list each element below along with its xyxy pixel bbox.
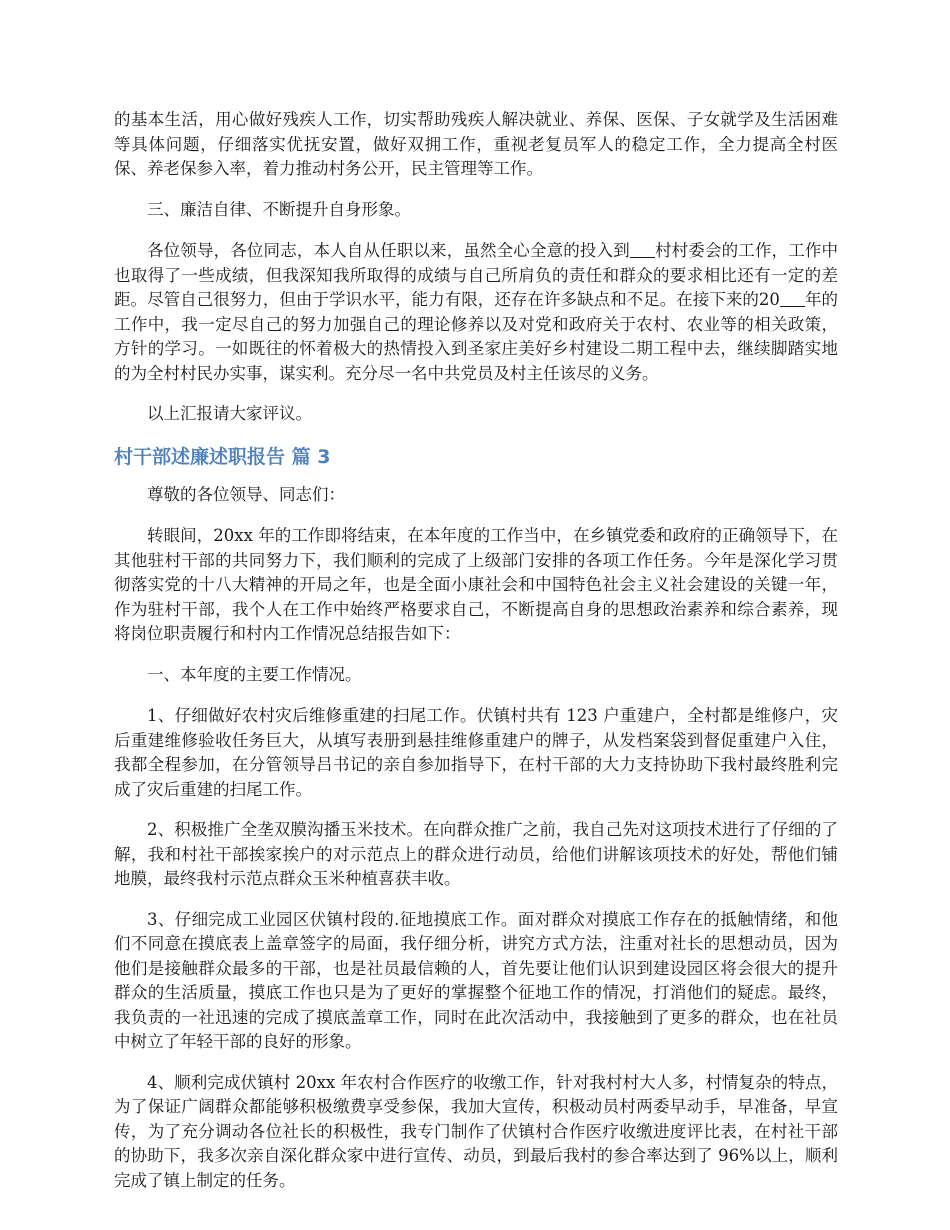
section-three-title: 三、廉洁自律、不断提升自身形象。	[147, 199, 411, 219]
work-item-3: 3、仔细完成工业园区伏镇村段的.征地摸底工作。面对群众对摸底工作存在的抵触情绪，和他们不同意在摸底表上盖章签字的局面，我仔细分析，讲究方式方法，注重对社长的思想动员，因为他们是接触群众最多的干部，也是社员最信赖的人，首先要让他们认识到建设园区将会很大的提升群众的生活质量，摸底工作也只是为了更好的掌握整个征地工作的情况，打消他们的疑虑。最终，我负责的一社迅速的完成了摸底盖章工作，同时在此次活动中，我接触到了更多的群众，也在社员中树立了年轻干部的良好的形象。	[114, 909, 838, 1051]
document-page	[114, 108, 838, 1209]
text-segment: 年的工作中，我一定尽自己的努力加强自己的理论修养以及对党和政府关于农村、农业等的相关政策，方针的学习。一如既往的怀着极大的热情投入到圣家庄美好乡村建设二期工程中去，继续脚踏实地的为全村村民办实事，谋实利。充分尽一名中共党员及村主任该尽的义务。	[114, 290, 839, 383]
blank-line	[630, 241, 655, 259]
text-segment: 各位领导，各位同志，本人自从任职以来，虽然全心全意的投入到	[147, 241, 630, 260]
work-item-4: 4、顺利完成伏镇村 20xx 年农村合作医疗的收缴工作，针对我村村大人多，村情复杂的特点，为了保证广阔群众都能够积极缴费享受参保，我加大宣传，积极动员村两委早动手，早准备，早宣传，为了充分调动各位社长的积极性，我专门制作了伏镇村合作医疗收缴进度评比表，在村社干部的协助下，我多次亲自深化群众家中进行宣传、动员，到最后我村的参合率达到了 96%以上，顺利完成了镇上制定的任务。	[114, 1072, 838, 1190]
work-item-1: 1、仔细做好农村灾后维修重建的扫尾工作。伏镇村共有 123 户重建户，全村都是维修户，灾后重建维修验收任务巨大，从填写表册到悬挂维修重建户的牌子，从发档案袋到督促重建户入住，我都全程参加，在分管领导吕书记的亲自参加指导下，在村干部的大力支持协助下我村最终胜利完成了灾后重建的扫尾工作。	[114, 706, 838, 799]
paragraph-self-assessment	[114, 239, 838, 386]
blank-line	[780, 290, 805, 308]
section-heading: 村干部述廉述职报告 篇 3	[114, 445, 331, 468]
paragraph-closing: 以上汇报请大家评议。	[147, 404, 312, 423]
section-one-title: 一、本年度的主要工作情况。	[147, 664, 362, 684]
paragraph-continuation: 的基本生活，用心做好残疾人工作，切实帮助残疾人解决就业、养保、医保、子女就学及生活困难等具体问题，仔细落实优抚安置，做好双拥工作，重视老复员军人的稳定工作，全力提高全村医保、养老保参入率，着力推动村务公开，民主管理等工作。	[114, 110, 838, 178]
text-segment: 村村委会的工作，工作中也取得了一些成绩，但我深知我所取得的成绩与自己所肩负的责任和群众的要求相比还有一定的差距。尽管自己很努力，但由于学识水平，能力有限，还存在许多缺点和不足。在接下来的20	[114, 241, 839, 309]
salutation: 尊敬的各位领导、同志们：	[147, 484, 345, 504]
paragraph-intro: 转眼间，20xx 年的工作即将结束，在本年度的工作当中，在乡镇党委和政府的正确领导下，在其他驻村干部的共同努力下，我们顺利的完成了上级部门安排的各项工作任务。今年是深化学习贯彻落实党的十八大精神的开局之年，也是全面小康社会和中国特色社会主义社会建设的关键一年，作为驻村干部，我个人在工作中始终严格要求自己，不断提高自身的思想政治素养和综合素养，现将岗位职责履行和村内工作情况总结报告如下：	[114, 526, 838, 643]
work-item-2: 2、积极推广全垄双膜沟播玉米技术。在向群众推广之前，我自己先对这项技术进行了仔细的了解，我和村社干部挨家挨户的对示范点上的群众进行动员，给他们讲解该项技术的好处，帮他们铺地膜，最终我村示范点群众玉米种植喜获丰收。	[114, 820, 838, 888]
